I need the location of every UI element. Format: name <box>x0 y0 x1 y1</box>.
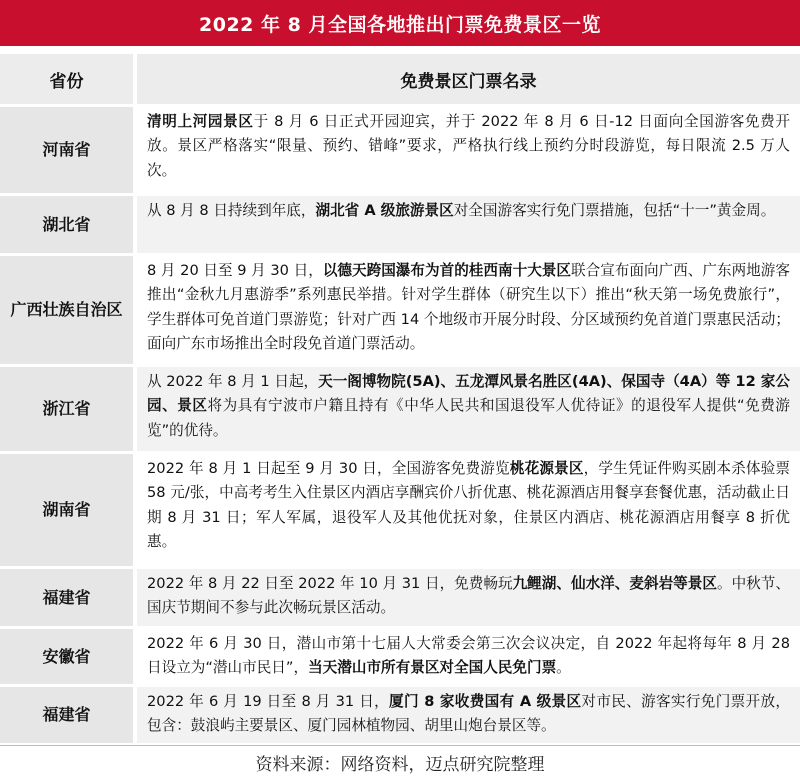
row-province: 广西壮族自治区 <box>0 256 133 364</box>
table-header <box>0 54 800 104</box>
row-highlight: 九鲤湖、仙水洋、麦斜岩等景区 <box>512 575 717 592</box>
table-title-text: 2022 年 8 月全国各地推出门票免费景区一览 <box>199 13 601 36</box>
row-text: 。中秋节、国庆节期间不参与此次畅玩景区活动。 <box>147 575 790 617</box>
row-province: 福建省 <box>0 569 133 626</box>
row-province: 福建省 <box>0 687 133 743</box>
table-row <box>0 364 800 451</box>
row-highlight: 湖北省 A 级旅游景区 <box>315 202 454 219</box>
row-text: 8 月 20 日至 9 月 30 日， <box>147 262 323 279</box>
row-text: 2022 年 6 月 19 日至 8 月 31 日， <box>147 693 390 710</box>
row-highlight: 当天潜山市所有景区对全国人民免门票 <box>308 659 557 677</box>
row-content <box>133 256 800 364</box>
row-text: 从 8 月 8 日持续到年底， <box>147 202 316 219</box>
row-text: 从 2022 年 8 月 1 日起， <box>147 373 319 390</box>
row-text: 对全国游客实行免门票措施，包括“十一”黄金周。 <box>453 202 776 219</box>
row-text: 对市民、游客实行免门票开放，包含：鼓浪屿主要景区、厦门园林植物园、胡里山炮台景区等。 <box>147 693 790 735</box>
row-text: 联合宣布面向广西、广东两地游客推出“金秋九月惠游季”系列惠民举措。针对学生群体（研究生以下）推出“秋天第一场免费旅行”，学生群体可免首道门票游览；针对广西 14 个地级市开展分时段、分区域预约免首道门票惠民活动；面向广东市场推出全时段免首道门票活动。 <box>147 262 790 353</box>
row-text: 。 <box>556 659 571 677</box>
row-text: 于 8 月 6 日正式开园迎宾，并于 2022 年 8 月 6 日-12 日面向全国游客免费开放。景区严格落实“限量、预约、错峰”要求，严格执行线上预约分时段游览，每日限流 2.5 万人次。 <box>147 113 790 179</box>
header-list: 免费景区门票名录 <box>133 54 800 104</box>
row-highlight: 厦门 8 家收费国有 A 级景区 <box>389 693 582 710</box>
table-row <box>0 684 800 743</box>
header-province: 省份 <box>49 71 84 92</box>
row-highlight: 天一阁博物院(5A)、五龙潭风景名胜区(4A)、保国寺（4A）等 12 家公园、景区 <box>147 373 791 415</box>
row-content <box>133 196 800 253</box>
row-province: 河南省 <box>0 107 133 193</box>
row-highlight: 清明上河园景区 <box>147 113 254 130</box>
row-text: 2022 年 8 月 22 日至 2022 年 10 月 31 日，免费畅玩 <box>147 575 513 592</box>
row-content <box>133 569 800 626</box>
row-province: 安徽省 <box>0 629 133 684</box>
table-row <box>0 451 800 566</box>
source-note: 资料来源：网络资料，迈点研究院整理 <box>0 745 800 778</box>
row-text: ，学生凭证件购买剧本杀体验票 58 元/张，中高考考生入住景区内酒店享酬宾价八折优惠、桃花源酒店用餐享套餐优惠，活动截止日期 8 月 31 日；军人军属，退役军人及其他优抚对象，住景区内酒店、桃花源酒店用餐享 8 折优惠。 <box>147 460 790 551</box>
row-content <box>133 367 800 451</box>
table-row <box>0 626 800 684</box>
row-province: 浙江省 <box>0 367 133 451</box>
table-row <box>0 104 800 193</box>
row-highlight: 桃花源景区 <box>509 460 584 477</box>
row-content <box>133 454 800 566</box>
table-row <box>0 193 800 253</box>
row-text: 2022 年 8 月 1 日起至 9 月 30 日，全国游客免费游览 <box>147 460 510 477</box>
row-content <box>133 629 800 684</box>
table-title <box>0 0 800 46</box>
row-province: 湖南省 <box>0 454 133 566</box>
row-highlight: 以德天跨国瀑布为首的桂西南十大景区 <box>322 262 571 279</box>
row-content <box>133 687 800 743</box>
table-row <box>0 566 800 626</box>
row-text: 2022 年 6 月 30 日，潜山市第十七届人大常委会第三次会议决定，自 2022 年起将每年 8 月 28 日设立为“潜山市民日”， <box>147 635 790 677</box>
row-content <box>133 107 800 193</box>
table-row <box>0 253 800 364</box>
row-province: 湖北省 <box>0 196 133 253</box>
row-text: 将为具有宁波市户籍且持有《中华人民共和国退役军人优待证》的退役军人提供“免费游览”的优待。 <box>147 397 790 439</box>
